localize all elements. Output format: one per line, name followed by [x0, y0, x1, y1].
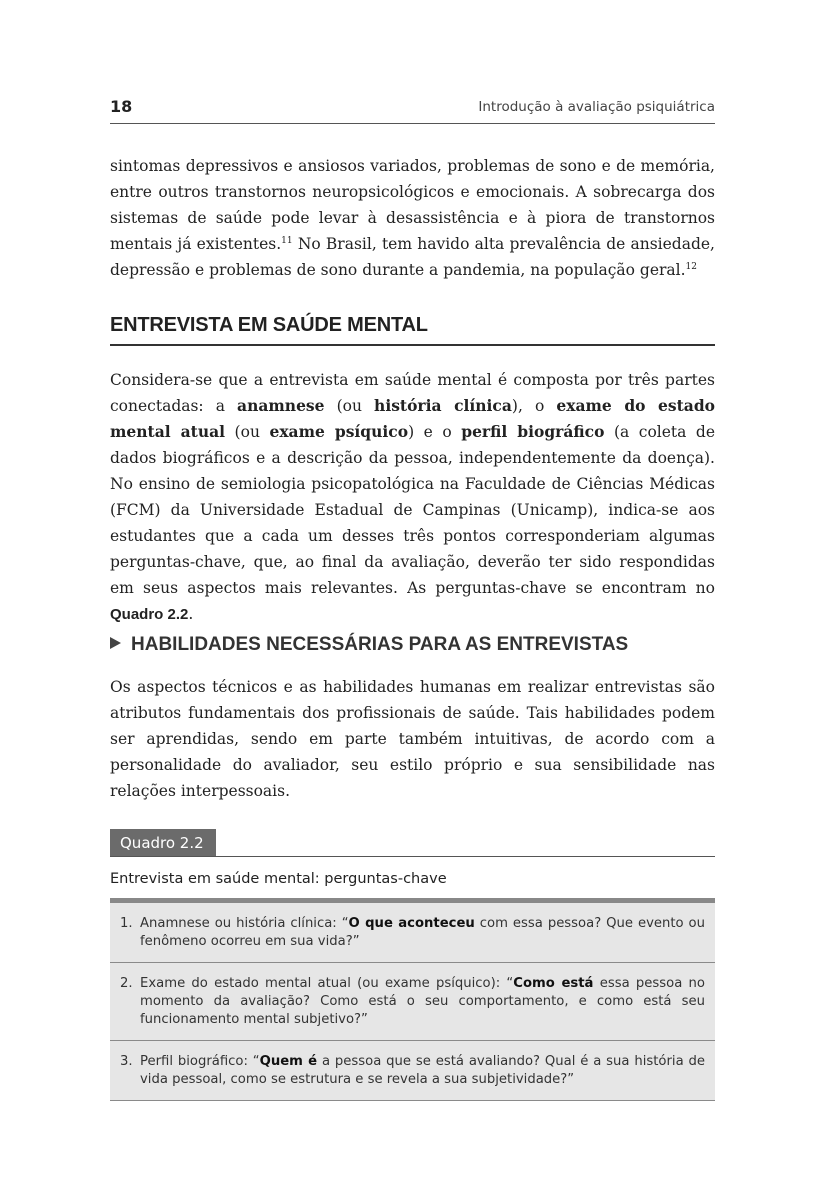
text-run: Anamnese ou história clínica: “: [140, 916, 349, 931]
row-text: [140, 1053, 705, 1089]
quadro-row-3: [110, 1041, 715, 1101]
term-anamnese: anamnese: [237, 396, 325, 415]
row-number: 1.: [120, 916, 133, 931]
text-run: (a coleta de dados biográficos e a descrição da pessoa, independentemente da doença). No ensino de semiologia psicopatológica na Faculdade de Ciências Médicas (FCM) da Universidade Estadual de Campinas (Unicamp), indica-se aos estudantes que a cada um desses três pontos corresponderiam algumas perguntas-chave, que, ao final da avaliação, deverão ter sido respondidas em seus aspectos mais relevantes. As perguntas-chave se encontram no: [110, 423, 716, 597]
quadro-title: Entrevista em saúde mental: perguntas-chave: [110, 871, 447, 887]
text-run: sintomas depressivos e ansiosos variados, problemas de sono e de memória, entre outros transtornos neuropsicológicos e emocionais. A sobrecarga dos sistemas de saúde pode levar à desassistência e à piora de transtornos mentais já existentes.: [110, 157, 715, 253]
text-run: No Brasil, tem havido alta prevalência de ansiedade, depressão e problemas de sono durante a pandemia, na população geral.: [110, 235, 715, 279]
text-run: .: [188, 605, 194, 623]
quadro-row-1: [110, 903, 715, 963]
quadro-reference-link[interactable]: Quadro 2.2: [110, 606, 189, 623]
triangle-bullet-icon: [110, 637, 121, 649]
text-run: ), o: [511, 397, 557, 415]
term-perfil-biografico: perfil biográfico: [461, 422, 605, 441]
quadro-divider: [110, 856, 715, 857]
subheading-text: HABILIDADES NECESSÁRIAS PARA AS ENTREVISTAS: [131, 634, 629, 655]
key-question: O que aconteceu: [348, 916, 475, 931]
page-header: [110, 97, 715, 124]
text-run: com essa pessoa? Que evento ou fenômeno ocorreu em sua vida?”: [140, 916, 705, 949]
row-number: 3.: [120, 1054, 133, 1069]
text-run: (ou: [324, 397, 375, 415]
term-exame-estado-mental: exame do estado mental atual: [110, 396, 716, 441]
quadro-row-2: [110, 963, 715, 1041]
running-title: Introdução à avaliação psiquiátrica: [478, 99, 715, 115]
row-number: 2.: [120, 976, 133, 991]
section-heading-habilidades: [110, 634, 715, 656]
footnote-ref-12: 12: [685, 261, 697, 272]
row-text: [140, 975, 705, 1029]
text-run: ) e o: [408, 423, 462, 441]
key-question: Como está: [513, 976, 594, 991]
footnote-ref-11: 11: [281, 235, 293, 246]
row-text: [140, 915, 705, 951]
paragraph-habilidades: Os aspectos técnicos e as habilidades humanas em realizar entrevistas são atributos fundamentais dos profissionais de saúde. Tais habilidades podem ser aprendidas, sendo em parte também intuitivas, de acordo com a personalidade do avaliador, seu estilo próprio e sua sensibilidade nas relações interpessoais.: [110, 678, 715, 800]
text-run: Exame do estado mental atual (ou exame psíquico): “: [140, 976, 514, 991]
term-historia-clinica: história clínica: [374, 396, 512, 415]
text-run: (ou: [225, 423, 270, 441]
page-number: 18: [110, 97, 133, 116]
text-run: Considera-se que a entrevista em saúde mental é composta por três partes conectadas: a: [110, 371, 715, 415]
key-question: Quem é: [259, 1054, 318, 1069]
quadro-label: Quadro 2.2: [110, 829, 216, 857]
text-run: Perfil biográfico: “: [140, 1054, 260, 1069]
quadro-table: [110, 898, 715, 1101]
paragraph-entrevista: [110, 367, 715, 628]
section-heading-entrevista: ENTREVISTA EM SAÚDE MENTAL: [110, 314, 715, 346]
text-run: a pessoa que se está avaliando? Qual é a sua história de vida pessoal, como se estrutura e se revela a sua subjetividade?”: [140, 1054, 705, 1087]
term-exame-psiquico: exame psíquico: [269, 422, 409, 441]
text-run: essa pessoa no momento da avaliação? Como está o seu comportamento, e como está seu funcionamento mental subjetivo?”: [140, 976, 705, 1027]
paragraph-intro: [110, 153, 715, 283]
